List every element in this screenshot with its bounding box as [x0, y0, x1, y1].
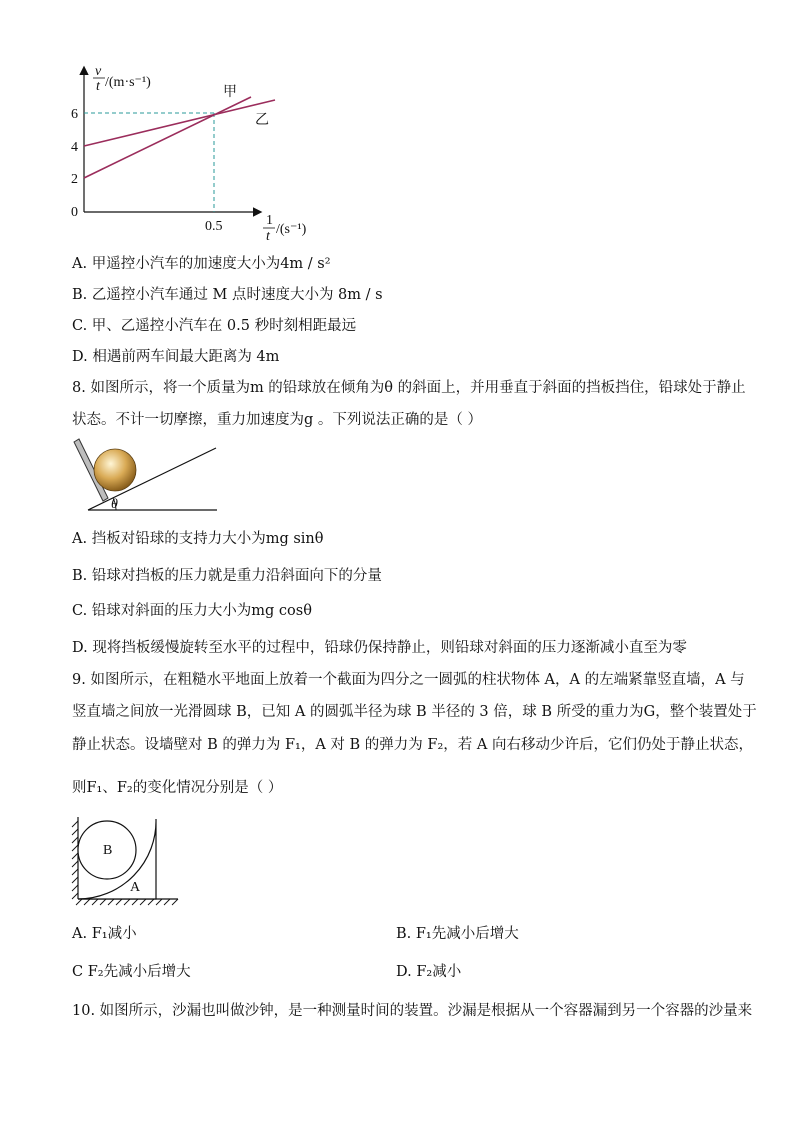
- x-tick-0.5: 0.5: [205, 219, 223, 234]
- wall-ball-diagram: [68, 815, 183, 907]
- y-axis-den: t: [96, 79, 100, 94]
- q7-option-c: C. 甲、乙遥控小汽车在 0.5 秒时刻相距最远: [72, 318, 357, 334]
- y-axis-num: v: [95, 64, 102, 79]
- x-axis-den: t: [266, 229, 270, 244]
- q7-option-d: D. 相遇前两车间最大距离为 4m: [72, 349, 280, 365]
- q9-option-c: C F₂先减小后增大: [72, 964, 191, 980]
- label-b: B: [103, 843, 113, 858]
- theta-label: θ: [111, 497, 118, 512]
- q8-option-d: D. 现将挡板缓慢旋转至水平的过程中，铅球仍保持静止，则铅球对斜面的压力逐渐减小直至为零: [72, 640, 687, 656]
- label-jia: 甲: [223, 85, 237, 100]
- y-tick-4: 4: [71, 140, 78, 155]
- y-axis-unit: /(m·s⁻¹): [105, 75, 151, 90]
- velocity-graph: [55, 62, 307, 252]
- q8-stem-line1: 8. 如图所示，将一个质量为m 的铅球放在倾角为θ 的斜面上，并用垂直于斜面的挡板挡住，铅球处于静止: [72, 380, 746, 396]
- x-axis-unit: /(s⁻¹): [276, 222, 307, 237]
- lead-ball: [94, 449, 136, 491]
- x-axis-num: 1: [266, 213, 273, 228]
- incline-diagram: [70, 436, 220, 516]
- line-yi: [84, 100, 275, 146]
- q7-option-a: A. 甲遥控小汽车的加速度大小为4m / s²: [72, 256, 331, 272]
- label-a: A: [130, 880, 141, 895]
- q10-stem-line1: 10. 如图所示，沙漏也叫做沙钟，是一种测量时间的装置。沙漏是根据从一个容器漏到另一个容器的沙量来: [72, 1003, 753, 1019]
- q8-option-b: B. 铅球对挡板的压力就是重力沿斜面向下的分量: [72, 568, 382, 584]
- q9-stem-line1: 9. 如图所示，在粗糙水平地面上放着一个截面为四分之一圆弧的柱状物体 A，A 的左端紧靠竖直墙，A 与: [72, 672, 745, 688]
- q9-stem-line2: 竖直墙之间放一光滑圆球 B，已知 A 的圆弧半径为球 B 半径的 3 倍，球 B 所受的重力为G，整个装置处于: [72, 704, 757, 720]
- q8-stem-line2: 状态。不计一切摩擦，重力加速度为g 。下列说法正确的是（ ）: [72, 412, 482, 428]
- q7-option-b: B. 乙遥控小汽车通过 M 点时速度大小为 8m / s: [72, 287, 383, 303]
- q9-option-a: A. F₁减小: [72, 926, 137, 942]
- y-tick-0: 0: [71, 205, 78, 220]
- q8-option-a: A. 挡板对铅球的支持力大小为mg sinθ: [72, 531, 324, 547]
- q9-stem-line4: 则F₁、F₂的变化情况分别是（ ）: [72, 780, 283, 796]
- y-tick-2: 2: [71, 172, 78, 187]
- q9-stem-line3: 静止状态。设墙壁对 B 的弹力为 F₁，A 对 B 的弹力为 F₂，若 A 向右移动少许后，它们仍处于静止状态，: [72, 737, 753, 753]
- q9-option-b: B. F₁先减小后增大: [396, 926, 519, 942]
- label-yi: 乙: [255, 113, 269, 128]
- line-jia: [84, 97, 251, 178]
- q9-option-d: D. F₂减小: [396, 964, 462, 980]
- q8-option-c: C. 铅球对斜面的压力大小为mg cosθ: [72, 603, 312, 619]
- y-tick-6: 6: [71, 107, 78, 122]
